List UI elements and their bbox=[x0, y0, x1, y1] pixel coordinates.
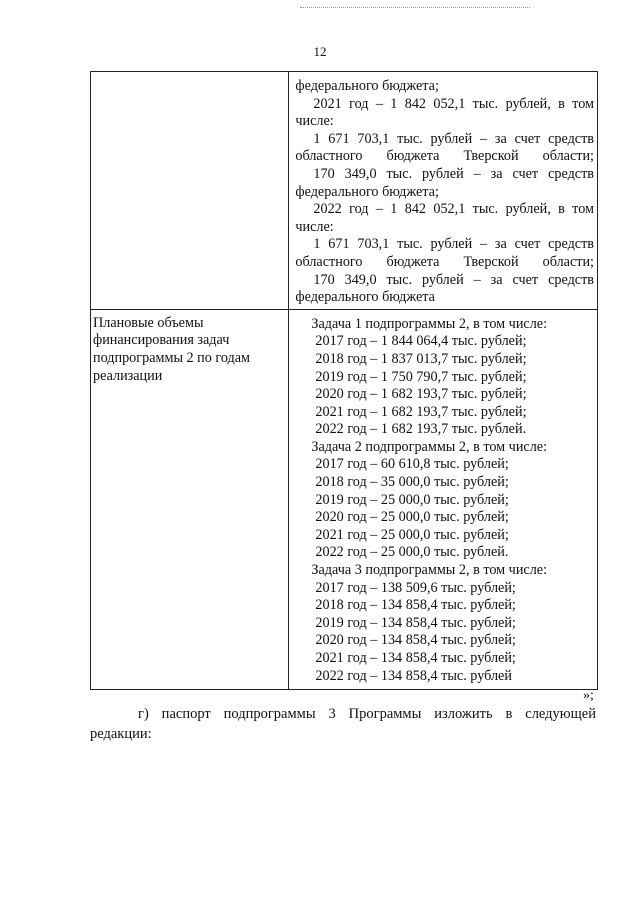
task-year-line: 2017 год – 1 844 064,4 тыс. рублей; bbox=[315, 333, 527, 350]
task-year-line: 2020 год – 134 858,4 тыс. рублей; bbox=[315, 632, 516, 649]
funding-line: федерального бюджета; bbox=[295, 183, 439, 200]
table-row-planned-task-funding bbox=[91, 309, 598, 689]
closing-quote: »; bbox=[583, 688, 594, 703]
table-row-funding-continuation bbox=[91, 72, 598, 310]
task-year-line: 2022 год – 1 682 193,7 тыс. рублей. bbox=[315, 421, 527, 438]
task-year-line: 2020 год – 25 000,0 тыс. рублей; bbox=[315, 509, 509, 526]
task-year-line: 2021 год – 25 000,0 тыс. рублей; bbox=[315, 526, 509, 543]
task-year-line: 2022 год – 25 000,0 тыс. рублей. bbox=[315, 544, 509, 561]
task-year-line: 2018 год – 1 837 013,7 тыс. рублей; bbox=[315, 350, 527, 367]
funding-line: 1 671 703,1 тыс. рублей – за счет средств bbox=[313, 236, 594, 253]
task-year-line: 2019 год – 25 000,0 тыс. рублей; bbox=[315, 491, 509, 508]
task-year-line: 2017 год – 60 610,8 тыс. рублей; bbox=[315, 456, 509, 473]
paragraph-line-1: г) паспорт подпрограммы 3 Программы изложить в следующей bbox=[138, 706, 596, 722]
funding-line: федерального бюджета bbox=[295, 289, 435, 306]
task-year-line: 2019 год – 1 750 790,7 тыс. рублей; bbox=[315, 368, 527, 385]
table-cell-left-heading bbox=[91, 309, 289, 689]
funding-line: 170 349,0 тыс. рублей – за счет средств bbox=[313, 165, 594, 182]
table-cell-funding-2021-2022 bbox=[289, 72, 598, 310]
scan-artifact-line bbox=[300, 7, 530, 9]
funding-line: 1 671 703,1 тыс. рублей – за счет средств bbox=[313, 130, 594, 147]
task-heading-line: Задача 1 подпрограммы 2, в том числе: bbox=[311, 315, 548, 332]
task-year-line: 2018 год – 134 858,4 тыс. рублей; bbox=[315, 597, 516, 614]
funding-line: федерального бюджета; bbox=[295, 78, 439, 94]
funding-line: областного бюджета Тверской области; bbox=[295, 148, 594, 165]
funding-line: 2021 год – 1 842 052,1 тыс. рублей, в том bbox=[313, 95, 594, 112]
row-heading-line: финансирования задач bbox=[93, 332, 230, 349]
task-year-line: 2021 год – 1 682 193,7 тыс. рублей; bbox=[315, 403, 527, 420]
task-year-line: 2022 год – 134 858,4 тыс. рублей bbox=[315, 667, 512, 684]
row-heading-line: реализации bbox=[93, 367, 163, 384]
task-heading-line: Задача 3 подпрограммы 2, в том числе: bbox=[311, 562, 548, 579]
page-number: 12 bbox=[313, 44, 327, 59]
funding-line: областного бюджета Тверской области; bbox=[295, 253, 594, 270]
task-year-line: 2021 год – 134 858,4 тыс. рублей; bbox=[315, 650, 516, 666]
table-cell-left-empty bbox=[91, 72, 289, 310]
table-cell-task-funding bbox=[289, 309, 598, 689]
task-year-line: 2019 год – 134 858,4 тыс. рублей; bbox=[315, 614, 516, 631]
funding-line: 170 349,0 тыс. рублей – за счет средств bbox=[313, 271, 594, 288]
task-year-line: 2017 год – 138 509,6 тыс. рублей; bbox=[315, 579, 516, 596]
task-heading-line: Задача 2 подпрограммы 2, в том числе: bbox=[311, 438, 548, 455]
funding-line: числе: bbox=[295, 218, 334, 235]
funding-line: числе: bbox=[295, 113, 334, 130]
task-year-line: 2020 год – 1 682 193,7 тыс. рублей; bbox=[315, 386, 527, 403]
paragraph-line-2: редакции: bbox=[90, 726, 152, 742]
amendment-paragraph bbox=[90, 704, 596, 744]
funding-line: 2022 год – 1 842 052,1 тыс. рублей, в том bbox=[313, 201, 594, 218]
subprogram-passport-table bbox=[90, 71, 598, 690]
task-year-line: 2018 год – 35 000,0 тыс. рублей; bbox=[315, 474, 509, 491]
row-heading-line: подпрограммы 2 по годам bbox=[93, 349, 251, 366]
row-heading-line: Плановые объемы bbox=[93, 314, 204, 331]
